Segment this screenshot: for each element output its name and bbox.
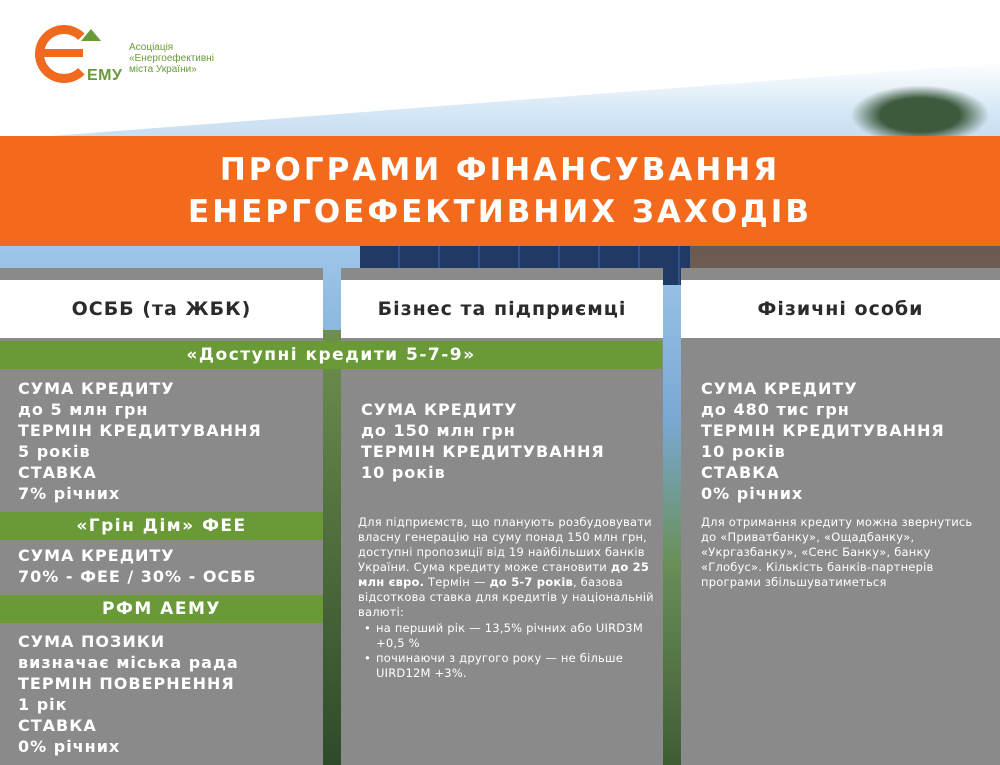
- rfm-line-3: ТЕРМІН ПОВЕРНЕННЯ: [18, 674, 235, 693]
- column-title-individuals: Фізичні особи: [681, 280, 1000, 338]
- logo-abbr: ЕМУ: [87, 67, 123, 84]
- rfm-line-5: СТАВКА: [18, 716, 97, 735]
- osbb-line-4: 5 років: [18, 442, 91, 461]
- rfm-line-1: СУМА ПОЗИКИ: [18, 632, 166, 651]
- individuals-line-1: СУМА КРЕДИТУ: [701, 379, 858, 398]
- column-title-osbb: ОСББ (та ЖБК): [0, 280, 323, 338]
- logo-mark: [35, 25, 125, 85]
- osbb-line-5: СТАВКА: [18, 463, 97, 482]
- individuals-line-3: ТЕРМІН КРЕДИТУВАННЯ: [701, 421, 945, 440]
- business-rate-list: [358, 621, 654, 681]
- grin-dim-terms: [18, 545, 257, 587]
- individuals-line-4: 10 років: [701, 442, 786, 461]
- business-desc-part-2: Термін —: [424, 575, 490, 589]
- business-desc-bold-1: до 25 млн євро.: [358, 560, 650, 589]
- individuals-line-2: до 480 тис грн: [701, 400, 850, 419]
- program-bar-grin-dim: «Грін Дім» ФЕЕ: [0, 512, 323, 540]
- osbb-line-1: СУМА КРЕДИТУ: [18, 379, 175, 398]
- banner-title-line-1: ПРОГРАМИ ФІНАНСУВАННЯ: [219, 152, 781, 188]
- osbb-line-6: 7% річних: [18, 484, 121, 503]
- business-description: [358, 515, 654, 681]
- individuals-loan-terms: [701, 378, 945, 504]
- banner-title-line-2: ЕНЕРГОЕФЕКТИВНИХ ЗАХОДІВ: [188, 194, 812, 230]
- header-banner: [0, 136, 1000, 246]
- osbb-line-2: до 5 млн грн: [18, 400, 149, 419]
- individuals-description: Для отримання кредиту можна звернутись до «Приватбанку», «Ощадбанку», «Укргазбанку», «Сенс Банку», банку «Глобус». Кількість банків-партнерів програми збільшуватиметься: [701, 515, 973, 589]
- rfm-line-4: 1 рік: [18, 695, 68, 714]
- grin-line-1: СУМА КРЕДИТУ: [18, 546, 175, 565]
- individuals-line-6: 0% річних: [701, 484, 804, 503]
- house-icon: [81, 29, 101, 41]
- logo-e-bar: [43, 49, 83, 57]
- business-loan-terms: [361, 399, 605, 483]
- logo-line-1: Асоціація: [129, 41, 174, 53]
- program-bar-dostupni: «Доступні кредити 5-7-9»: [0, 341, 662, 369]
- business-line-1: СУМА КРЕДИТУ: [361, 400, 518, 419]
- logo-line-3: міста України»: [129, 63, 197, 75]
- rfm-line-6: 0% річних: [18, 737, 121, 756]
- column-title-business: Бізнес та підприємці: [341, 280, 663, 338]
- osbb-line-3: ТЕРМІН КРЕДИТУВАННЯ: [18, 421, 262, 440]
- business-desc-bold-2: до 5-7 років: [489, 575, 573, 589]
- business-desc-part-1: Для підприємств, що планують розбудовувати власну генерацію на суму понад 150 млн грн, доступні пропозиції від 19 найбільших банків України. Сума кредиту може становити: [358, 515, 652, 574]
- grin-line-2: 70% - ФЕЕ / 30% - ОСББ: [18, 567, 257, 586]
- individuals-line-5: СТАВКА: [701, 463, 780, 482]
- business-line-4: 10 років: [361, 463, 446, 482]
- business-line-2: до 150 млн грн: [361, 421, 516, 440]
- logo-line-2: «Енергоефективні: [129, 52, 214, 64]
- logo: [35, 25, 214, 85]
- business-rate-bullet-1: • на перший рік — 13,5% річних або UIRD3M +0,5 %: [358, 621, 654, 651]
- business-rate-bullet-2: • починаючи з другого року — не більше UIRD12M +3%.: [358, 651, 654, 681]
- logo-text: [129, 42, 214, 75]
- business-desc-part-3: , базова відсоткова ставка для кредитів у національній валюті:: [358, 575, 654, 619]
- rfm-terms: [18, 631, 239, 757]
- business-line-3: ТЕРМІН КРЕДИТУВАННЯ: [361, 442, 605, 461]
- rfm-line-2: визначає міська рада: [18, 653, 239, 672]
- program-bar-rfm: РФМ АЕМУ: [0, 595, 323, 623]
- osbb-loan-terms: [18, 378, 262, 504]
